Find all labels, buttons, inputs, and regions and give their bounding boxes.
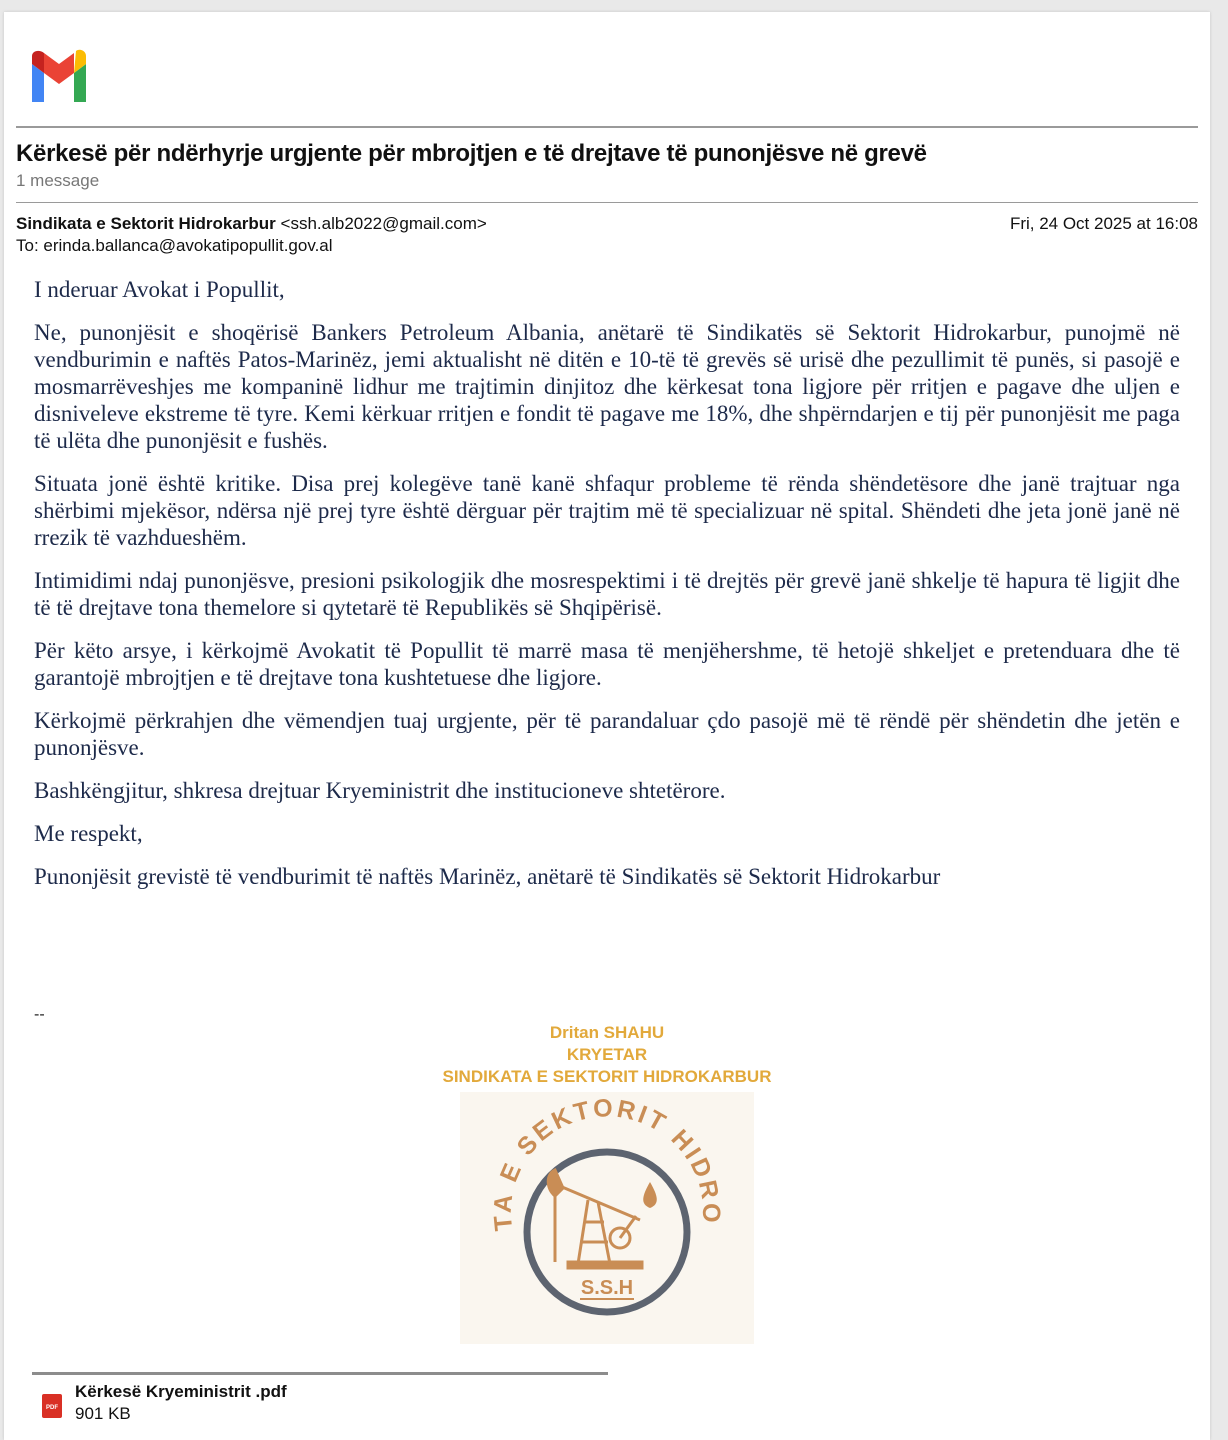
email-date: Fri, 24 Oct 2025 at 16:08: [1009, 214, 1198, 233]
body-paragraph: I nderuar Avokat i Popullit,: [34, 277, 285, 302]
body-paragraph: Bashkëngjitur, shkresa drejtuar Kryeministrit dhe institucioneve shtetërore.: [34, 778, 726, 803]
emblem-arc-text: TA E SEKTORIT HIDRO: [488, 1094, 726, 1233]
signature-separator: --: [34, 1006, 45, 1023]
recipient-line: To: erinda.ballanca@avokatipopullit.gov.al: [16, 236, 333, 255]
body-paragraph: Me respekt,: [34, 821, 143, 846]
body-paragraph: Kërkojmë përkrahjen dhe vëmendjen tuaj urgjente, për të parandaluar çdo pasojë më të rëndë për shëndetin dhe jetën e punonjësve.: [34, 708, 1180, 760]
oil-drop-icon: [643, 1182, 657, 1208]
signature-block: [394, 1022, 820, 1088]
union-emblem: [460, 1092, 754, 1344]
header-divider: [16, 126, 1198, 128]
email-print-page: [4, 12, 1210, 1440]
body-paragraph: Ne, punonjësit e shoqërisë Bankers Petroleum Albania, anëtarë të Sindikatës së Sektorit Hidrokarbur, punojmë në vendburimin e naftës Patos-Marinëz, jemi aktualisht në ditën e 10-të të grevës së urisë dhe pezullimit të punës, si pasojë e mosmarrëveshjes me kompaninë lidhur me trajtimin dinjitoz dhe kërkesat tona ligjore për rritjen e pagave dhe uljen e disniveleve ekstreme të tyre. Kemi kërkuar rritjen e fondit të pagave me 18%, dhe shpërndarjen e tij për punonjësit me paga të ulëta dhe punonjësit e fushës.: [34, 320, 1180, 453]
body-paragraph: Situata jonë është kritike. Disa prej kolegëve tanë kanë shfaqur probleme të rënda shëndetësore dhe janë trajtuar nga shërbimi mjekësor, ndërsa një prej tyre është dërguar për trajtim më të specializuar në spital. Shëndeti dhe jeta jonë janë në rrezik të vazhdueshëm.: [34, 471, 1180, 550]
emblem-initials: S.S.H: [580, 1277, 634, 1299]
body-paragraph: Për këto arsye, i kërkojmë Avokatit të Popullit të marrë masa të menjëhershme, të hetojë shkeljet e pretenduara dhe të garantojë mbrojtjen e të drejtave tona kushtetuese dhe ligjore.: [34, 638, 1180, 690]
signature-role: KRYETAR: [566, 1045, 648, 1064]
email-body: [34, 276, 1180, 906]
pdf-file-icon[interactable]: [42, 1394, 62, 1418]
signature-org: SINDIKATA E SEKTORIT HIDROKARBUR: [442, 1067, 772, 1086]
attachment-divider: [32, 1372, 608, 1375]
sender-line: [16, 214, 487, 234]
signature-name: Dritan SHAHU: [549, 1023, 665, 1042]
body-paragraph: Intimidimi ndaj punonjësve, presioni psikologjik dhe mosrespektimi i të drejtës për grevë janë shkelje të hapura të ligjit dhe të të drejtave tona themelore si qytetarë të Republikës së Shqipërisë.: [34, 568, 1180, 620]
email-subject: Kërkesë për ndërhyrje urgjente për mbrojtjen e të drejtave të punonjësve në grevë: [16, 140, 927, 167]
body-paragraph: Punonjësit grevistë të vendburimit të naftës Marinëz, anëtarë të Sindikatës së Sektorit Hidrokarbur: [34, 864, 941, 889]
gmail-logo-icon: [14, 26, 104, 116]
subject-divider: [16, 202, 1198, 203]
sender-name: Sindikata e Sektorit Hidrokarbur: [16, 214, 276, 233]
attachment-filename[interactable]: Kërkesë Kryeministrit .pdf: [75, 1382, 287, 1401]
pumpjack-icon: [548, 1170, 642, 1268]
attachment-size: 901 KB: [75, 1404, 131, 1423]
sender-email: <ssh.alb2022@gmail.com>: [280, 214, 487, 233]
message-count: 1 message: [16, 171, 100, 190]
svg-text:PDF: PDF: [46, 1405, 58, 1411]
